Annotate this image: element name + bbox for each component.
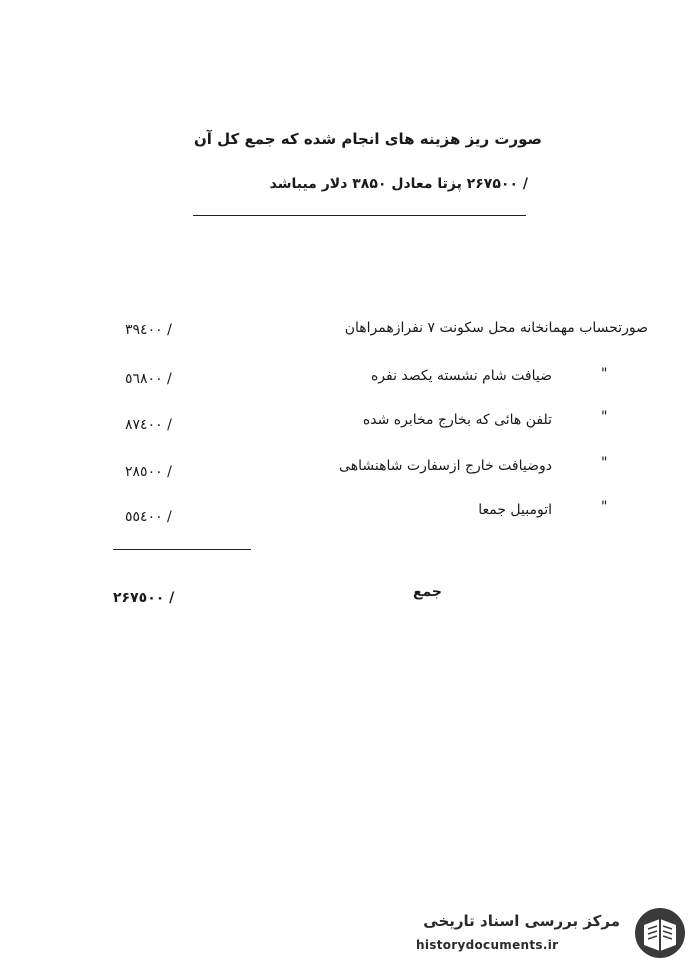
- item-label-hotel: صورتحساب مهمانخانه محل سکونت ۷ نفرازهمراهان: [344, 320, 648, 336]
- ditto-mark-3: ": [601, 455, 608, 471]
- item-label-car: اتومبیل جمعا: [478, 502, 552, 518]
- item-amount-hotel: ۳۹٤۰۰ /: [125, 322, 172, 338]
- total-amount: ۲۶۷٥۰۰ /: [113, 590, 175, 606]
- ditto-mark-1: ": [601, 366, 608, 382]
- ditto-mark-2: ": [601, 409, 608, 425]
- watermark-url: historydocuments.ir: [416, 938, 559, 952]
- item-label-phone: تلفن هائی که بخارج مخابره شده: [362, 412, 552, 428]
- heading-line-2: / ۲۶۷۵۰۰ پزتا معادل ۳۸۵۰ دلار میباشد: [269, 176, 528, 192]
- heading-underline: [193, 215, 526, 216]
- item-label-dinner: ضیافت شام نشسته یکصد نفره: [370, 368, 552, 384]
- archive-logo-icon: [632, 905, 688, 961]
- item-amount-car: ٥٥٤۰۰ /: [125, 509, 172, 525]
- item-amount-receptions: ۲۸٥۰۰ /: [125, 464, 172, 480]
- heading-line-1: صورت ریز هزینه های انجام شده که جمع کل آن: [193, 130, 542, 148]
- item-amount-dinner: ٥٦٨۰۰ /: [125, 371, 172, 387]
- watermark-title: مرکز بررسی اسناد تاریخی: [423, 912, 620, 930]
- ditto-mark-4: ": [601, 499, 608, 515]
- item-amount-phone: ۸۷٤۰۰ /: [125, 417, 172, 433]
- item-label-receptions: دوضیافت خارج ازسفارت شاهنشاهی: [339, 458, 552, 474]
- total-label: جمع: [412, 584, 442, 600]
- sum-rule: [113, 549, 251, 550]
